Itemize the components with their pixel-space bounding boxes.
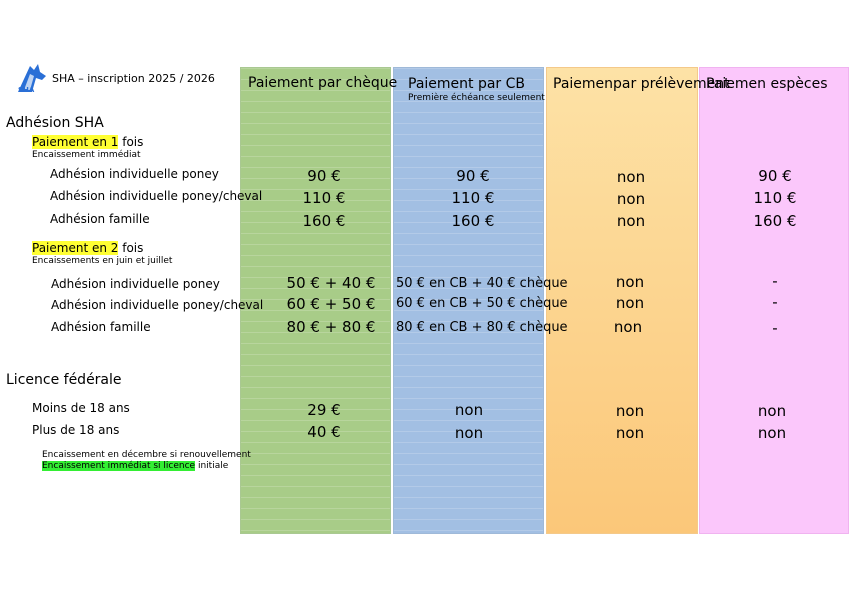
- group-label-twice: [32, 241, 143, 255]
- cell-especes: -: [772, 293, 778, 311]
- cell-cheque: 90 €: [307, 167, 341, 185]
- column-title-cheque: Paiement par chèque: [248, 75, 398, 91]
- cell-prelevement: non: [615, 273, 645, 291]
- cell-cheque: 29 €: [307, 401, 341, 419]
- row-label: Adhésion individuelle poney/cheval: [50, 189, 263, 203]
- cell-especes: 90 €: [758, 167, 792, 185]
- group-label-twice-highlight: Paiement en 2: [32, 241, 119, 255]
- row-label: Plus de 18 ans: [32, 423, 120, 437]
- section-title-adhesion: Adhésion SHA: [6, 115, 104, 131]
- cell-especes: non: [757, 424, 787, 442]
- licence-note-renewal: Encaissement en décembre si renouvellement: [42, 450, 251, 460]
- cell-cheque: 40 €: [307, 423, 341, 441]
- licence-note-initial-rest: initiale: [195, 461, 229, 471]
- row-label: Adhésion individuelle poney: [50, 167, 219, 181]
- cell-prelevement: non: [616, 168, 646, 186]
- cell-cheque: 160 €: [302, 212, 346, 230]
- cell-cb: non: [454, 401, 484, 419]
- cell-especes: 160 €: [753, 212, 797, 230]
- group-note-once: Encaissement immédiat: [32, 150, 141, 160]
- cell-cb: 50 € en CB + 40 € chèque: [396, 276, 568, 291]
- row-label: Adhésion individuelle poney/cheval: [51, 298, 264, 312]
- row-label: Adhésion famille: [50, 212, 150, 226]
- cell-cheque: 110 €: [302, 189, 346, 207]
- page-title: SHA – inscription 2025 / 2026: [52, 72, 215, 85]
- cell-cb: 80 € en CB + 80 € chèque: [396, 320, 568, 335]
- cell-especes: -: [772, 272, 778, 290]
- cell-especes: non: [757, 402, 787, 420]
- group-note-twice: Encaissements en juin et juillet: [32, 256, 173, 266]
- cell-prelevement: non: [616, 190, 646, 208]
- cell-cb: 90 €: [456, 167, 490, 185]
- cell-cb: non: [454, 424, 484, 442]
- group-label-once: [32, 135, 143, 149]
- cell-cheque: 50 € + 40 €: [286, 274, 376, 292]
- row-label: Adhésion famille: [51, 320, 151, 334]
- cell-prelevement: non: [615, 294, 645, 312]
- cell-prelevement: non: [616, 212, 646, 230]
- column-title-cb: Paiement par CB: [408, 76, 526, 92]
- cell-cb: 60 € en CB + 50 € chèque: [396, 296, 568, 311]
- cell-especes: 110 €: [753, 189, 797, 207]
- cell-cb: 110 €: [451, 189, 495, 207]
- licence-note-initial-highlight: Encaissement immédiat si licence: [42, 461, 196, 471]
- group-label-once-highlight: Paiement en 1: [32, 135, 119, 149]
- cell-prelevement: non: [613, 318, 643, 336]
- cell-prelevement: non: [615, 424, 645, 442]
- sha-logo: [16, 62, 48, 96]
- cell-prelevement: non: [615, 402, 645, 420]
- column-subtitle-cb: Première échéance seulement: [408, 93, 545, 103]
- group-label-twice-rest: fois: [118, 241, 144, 255]
- cell-cheque: 80 € + 80 €: [286, 318, 376, 336]
- row-label: Adhésion individuelle poney: [51, 277, 220, 291]
- cell-cb: 160 €: [451, 212, 495, 230]
- column-title-prelevement: Paiemenpar prélèvement: [553, 76, 730, 92]
- cell-especes: -: [772, 319, 778, 337]
- column-title-especes: Paiemen espèces: [706, 76, 828, 92]
- row-label: Moins de 18 ans: [32, 401, 130, 415]
- licence-note-initial: [42, 461, 228, 471]
- logo-text: SHA: [18, 86, 35, 94]
- cell-cheque: 60 € + 50 €: [286, 295, 376, 313]
- section-title-licence: Licence fédérale: [6, 372, 122, 388]
- group-label-once-rest: fois: [118, 135, 144, 149]
